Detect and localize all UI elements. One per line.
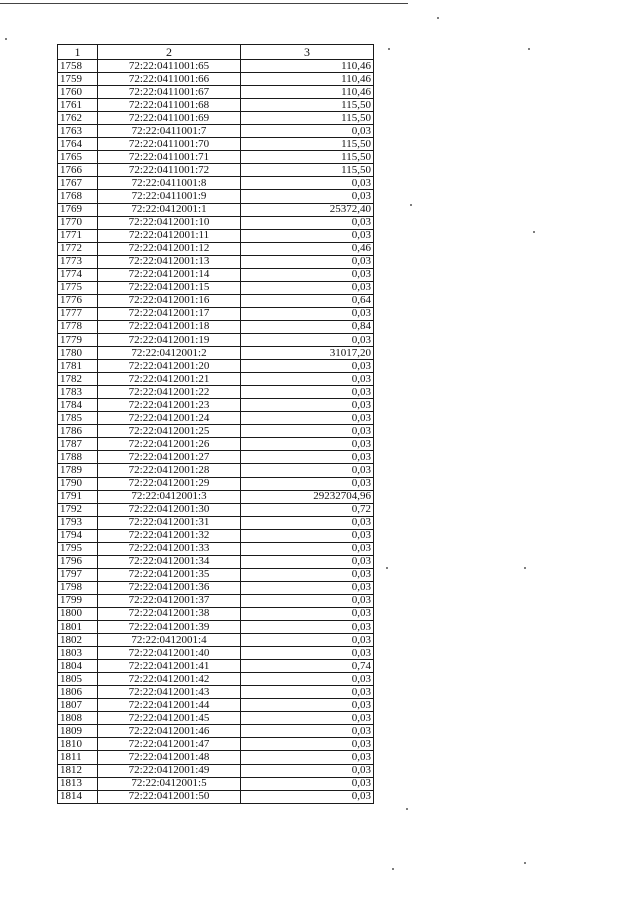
row-number-cell: 1792	[58, 503, 98, 516]
value-cell: 0,03	[241, 738, 374, 751]
row-number-cell: 1804	[58, 660, 98, 673]
cadastral-number-cell: 72:22:0412001:31	[98, 516, 241, 529]
value-cell: 0,03	[241, 699, 374, 712]
column-header-2: 2	[98, 45, 241, 60]
value-cell: 0,03	[241, 712, 374, 725]
page-top-rule	[0, 3, 408, 4]
row-number-cell: 1781	[58, 360, 98, 373]
value-cell: 0,03	[241, 386, 374, 399]
table-row	[58, 412, 374, 425]
table-row	[58, 673, 374, 686]
table-row	[58, 516, 374, 529]
table-row	[58, 177, 374, 190]
row-number-cell: 1765	[58, 151, 98, 164]
table-row	[58, 216, 374, 229]
row-number-cell: 1786	[58, 425, 98, 438]
table-row	[58, 686, 374, 699]
row-number-cell: 1766	[58, 164, 98, 177]
table-row	[58, 634, 374, 647]
value-cell: 0,46	[241, 242, 374, 255]
value-cell: 115,50	[241, 138, 374, 151]
table-row	[58, 73, 374, 86]
value-cell: 0,03	[241, 412, 374, 425]
table-row	[58, 764, 374, 777]
row-number-cell: 1767	[58, 177, 98, 190]
table-row	[58, 151, 374, 164]
value-cell: 115,50	[241, 164, 374, 177]
table-row	[58, 725, 374, 738]
table-row	[58, 255, 374, 268]
value-cell: 0,03	[241, 647, 374, 660]
cadastral-number-cell: 72:22:0412001:37	[98, 594, 241, 607]
table-row	[58, 425, 374, 438]
table-row	[58, 307, 374, 320]
row-number-cell: 1800	[58, 607, 98, 620]
row-number-cell: 1788	[58, 451, 98, 464]
value-cell: 0,72	[241, 503, 374, 516]
row-number-cell: 1791	[58, 490, 98, 503]
row-number-cell: 1771	[58, 229, 98, 242]
scan-speck	[388, 48, 390, 50]
table-body	[58, 60, 374, 804]
row-number-cell: 1778	[58, 320, 98, 333]
table-row	[58, 555, 374, 568]
row-number-cell: 1813	[58, 777, 98, 790]
value-cell: 115,50	[241, 151, 374, 164]
cadastral-number-cell: 72:22:0412001:34	[98, 555, 241, 568]
scan-speck	[406, 808, 408, 810]
cadastral-number-cell: 72:22:0412001:14	[98, 268, 241, 281]
row-number-cell: 1797	[58, 568, 98, 581]
value-cell: 0,03	[241, 190, 374, 203]
cadastral-number-cell: 72:22:0412001:44	[98, 699, 241, 712]
cadastral-value-table	[57, 44, 374, 804]
table-row	[58, 438, 374, 451]
table-row	[58, 138, 374, 151]
table-row	[58, 594, 374, 607]
value-cell: 0,03	[241, 451, 374, 464]
cadastral-number-cell: 72:22:0412001:48	[98, 751, 241, 764]
table-row	[58, 373, 374, 386]
cadastral-number-cell: 72:22:0411001:66	[98, 73, 241, 86]
cadastral-number-cell: 72:22:0411001:70	[98, 138, 241, 151]
table-row	[58, 451, 374, 464]
cadastral-number-cell: 72:22:0412001:22	[98, 386, 241, 399]
cadastral-number-cell: 72:22:0412001:43	[98, 686, 241, 699]
table-row	[58, 268, 374, 281]
value-cell: 0,03	[241, 464, 374, 477]
cadastral-number-cell: 72:22:0412001:39	[98, 621, 241, 634]
value-cell: 0,03	[241, 438, 374, 451]
cadastral-number-cell: 72:22:0411001:65	[98, 60, 241, 73]
value-cell: 0,03	[241, 634, 374, 647]
scan-speck	[410, 204, 412, 206]
row-number-cell: 1810	[58, 738, 98, 751]
row-number-cell: 1775	[58, 281, 98, 294]
table-row	[58, 164, 374, 177]
cadastral-number-cell: 72:22:0412001:1	[98, 203, 241, 216]
cadastral-number-cell: 72:22:0412001:40	[98, 647, 241, 660]
row-number-cell: 1777	[58, 307, 98, 320]
table-row	[58, 294, 374, 307]
cadastral-number-cell: 72:22:0412001:47	[98, 738, 241, 751]
value-cell: 0,03	[241, 555, 374, 568]
row-number-cell: 1793	[58, 516, 98, 529]
value-cell: 0,03	[241, 621, 374, 634]
table-row	[58, 99, 374, 112]
cadastral-number-cell: 72:22:0411001:67	[98, 86, 241, 99]
table-row	[58, 490, 374, 503]
table-row	[58, 751, 374, 764]
table-row	[58, 568, 374, 581]
value-cell: 0,03	[241, 281, 374, 294]
row-number-cell: 1789	[58, 464, 98, 477]
value-cell: 0,03	[241, 216, 374, 229]
cadastral-number-cell: 72:22:0412001:45	[98, 712, 241, 725]
table-row	[58, 738, 374, 751]
table-row	[58, 386, 374, 399]
row-number-cell: 1809	[58, 725, 98, 738]
row-number-cell: 1770	[58, 216, 98, 229]
cadastral-number-cell: 72:22:0412001:19	[98, 333, 241, 346]
row-number-cell: 1794	[58, 529, 98, 542]
table-row	[58, 581, 374, 594]
table-row	[58, 203, 374, 216]
value-cell: 0,03	[241, 477, 374, 490]
cadastral-number-cell: 72:22:0412001:32	[98, 529, 241, 542]
row-number-cell: 1780	[58, 347, 98, 360]
row-number-cell: 1785	[58, 412, 98, 425]
cadastral-number-cell: 72:22:0411001:69	[98, 112, 241, 125]
row-number-cell: 1769	[58, 203, 98, 216]
value-cell: 0,74	[241, 660, 374, 673]
row-number-cell: 1807	[58, 699, 98, 712]
row-number-cell: 1803	[58, 647, 98, 660]
cadastral-number-cell: 72:22:0412001:18	[98, 320, 241, 333]
row-number-cell: 1758	[58, 60, 98, 73]
table-row	[58, 229, 374, 242]
cadastral-number-cell: 72:22:0411001:7	[98, 125, 241, 138]
row-number-cell: 1811	[58, 751, 98, 764]
value-cell: 0,03	[241, 229, 374, 242]
scan-speck	[437, 17, 439, 19]
table-row	[58, 281, 374, 294]
row-number-cell: 1801	[58, 621, 98, 634]
row-number-cell: 1768	[58, 190, 98, 203]
cadastral-number-cell: 72:22:0412001:25	[98, 425, 241, 438]
value-cell: 0,03	[241, 568, 374, 581]
cadastral-number-cell: 72:22:0412001:41	[98, 660, 241, 673]
row-number-cell: 1806	[58, 686, 98, 699]
table-row	[58, 320, 374, 333]
row-number-cell: 1790	[58, 477, 98, 490]
row-number-cell: 1787	[58, 438, 98, 451]
value-cell: 0,03	[241, 307, 374, 320]
row-number-cell: 1774	[58, 268, 98, 281]
value-cell: 0,03	[241, 516, 374, 529]
cadastral-number-cell: 72:22:0411001:68	[98, 99, 241, 112]
table-row	[58, 60, 374, 73]
row-number-cell: 1763	[58, 125, 98, 138]
scan-speck	[528, 48, 530, 50]
scan-speck	[386, 567, 388, 569]
row-number-cell: 1776	[58, 294, 98, 307]
value-cell: 0,03	[241, 373, 374, 386]
cadastral-number-cell: 72:22:0412001:28	[98, 464, 241, 477]
value-cell: 25372,40	[241, 203, 374, 216]
value-cell: 0,03	[241, 790, 374, 803]
value-cell: 0,03	[241, 594, 374, 607]
value-cell: 0,84	[241, 320, 374, 333]
table-row	[58, 190, 374, 203]
table-row	[58, 112, 374, 125]
value-cell: 0,03	[241, 125, 374, 138]
value-cell: 31017,20	[241, 347, 374, 360]
value-cell: 0,03	[241, 333, 374, 346]
row-number-cell: 1798	[58, 581, 98, 594]
cadastral-number-cell: 72:22:0412001:15	[98, 281, 241, 294]
cadastral-number-cell: 72:22:0412001:36	[98, 581, 241, 594]
cadastral-number-cell: 72:22:0412001:10	[98, 216, 241, 229]
cadastral-number-cell: 72:22:0412001:24	[98, 412, 241, 425]
cadastral-number-cell: 72:22:0412001:20	[98, 360, 241, 373]
cadastral-number-cell: 72:22:0412001:21	[98, 373, 241, 386]
row-number-cell: 1759	[58, 73, 98, 86]
scan-speck	[392, 868, 394, 870]
cadastral-number-cell: 72:22:0412001:11	[98, 229, 241, 242]
table-row	[58, 660, 374, 673]
table-header-row	[58, 45, 374, 60]
table-row	[58, 529, 374, 542]
cadastral-number-cell: 72:22:0412001:5	[98, 777, 241, 790]
row-number-cell: 1805	[58, 673, 98, 686]
row-number-cell: 1779	[58, 333, 98, 346]
value-cell: 115,50	[241, 112, 374, 125]
table-row	[58, 607, 374, 620]
row-number-cell: 1762	[58, 112, 98, 125]
table-row	[58, 477, 374, 490]
row-number-cell: 1783	[58, 386, 98, 399]
row-number-cell: 1782	[58, 373, 98, 386]
value-cell: 0,03	[241, 673, 374, 686]
cadastral-number-cell: 72:22:0412001:33	[98, 542, 241, 555]
row-number-cell: 1764	[58, 138, 98, 151]
row-number-cell: 1802	[58, 634, 98, 647]
cadastral-number-cell: 72:22:0412001:42	[98, 673, 241, 686]
value-cell: 0,03	[241, 255, 374, 268]
table-row	[58, 360, 374, 373]
cadastral-number-cell: 72:22:0411001:8	[98, 177, 241, 190]
scan-speck	[5, 38, 7, 40]
cadastral-number-cell: 72:22:0412001:4	[98, 634, 241, 647]
row-number-cell: 1760	[58, 86, 98, 99]
row-number-cell: 1796	[58, 555, 98, 568]
row-number-cell: 1773	[58, 255, 98, 268]
cadastral-number-cell: 72:22:0411001:9	[98, 190, 241, 203]
table-row	[58, 125, 374, 138]
value-cell: 0,03	[241, 764, 374, 777]
scan-speck	[524, 862, 526, 864]
value-cell: 110,46	[241, 60, 374, 73]
scan-speck	[524, 567, 526, 569]
row-number-cell: 1772	[58, 242, 98, 255]
cadastral-number-cell: 72:22:0412001:23	[98, 399, 241, 412]
value-cell: 0,03	[241, 751, 374, 764]
scan-speck	[533, 231, 535, 233]
cadastral-number-cell: 72:22:0412001:46	[98, 725, 241, 738]
cadastral-number-cell: 72:22:0412001:29	[98, 477, 241, 490]
row-number-cell: 1761	[58, 99, 98, 112]
value-cell: 0,03	[241, 581, 374, 594]
table-row	[58, 347, 374, 360]
value-cell: 0,03	[241, 360, 374, 373]
row-number-cell: 1799	[58, 594, 98, 607]
table-row	[58, 86, 374, 99]
table-row	[58, 542, 374, 555]
value-cell: 0,03	[241, 725, 374, 738]
cadastral-number-cell: 72:22:0412001:35	[98, 568, 241, 581]
cadastral-number-cell: 72:22:0411001:72	[98, 164, 241, 177]
table-row	[58, 777, 374, 790]
value-cell: 0,03	[241, 529, 374, 542]
cadastral-number-cell: 72:22:0412001:3	[98, 490, 241, 503]
table-row	[58, 647, 374, 660]
column-header-3: 3	[241, 45, 374, 60]
value-cell: 0,03	[241, 777, 374, 790]
table-row	[58, 699, 374, 712]
cadastral-number-cell: 72:22:0412001:12	[98, 242, 241, 255]
table-row	[58, 333, 374, 346]
cadastral-number-cell: 72:22:0412001:16	[98, 294, 241, 307]
column-header-1: 1	[58, 45, 98, 60]
value-cell: 110,46	[241, 73, 374, 86]
table-row	[58, 503, 374, 516]
row-number-cell: 1812	[58, 764, 98, 777]
value-cell: 0,03	[241, 399, 374, 412]
cadastral-number-cell: 72:22:0411001:71	[98, 151, 241, 164]
value-cell: 0,03	[241, 177, 374, 190]
table-row	[58, 464, 374, 477]
cadastral-number-cell: 72:22:0412001:27	[98, 451, 241, 464]
value-cell: 0,03	[241, 607, 374, 620]
value-cell: 0,03	[241, 268, 374, 281]
value-cell: 115,50	[241, 99, 374, 112]
cadastral-number-cell: 72:22:0412001:26	[98, 438, 241, 451]
value-cell: 29232704,96	[241, 490, 374, 503]
cadastral-number-cell: 72:22:0412001:13	[98, 255, 241, 268]
cadastral-number-cell: 72:22:0412001:2	[98, 347, 241, 360]
row-number-cell: 1784	[58, 399, 98, 412]
row-number-cell: 1808	[58, 712, 98, 725]
cadastral-number-cell: 72:22:0412001:49	[98, 764, 241, 777]
table-row	[58, 790, 374, 803]
row-number-cell: 1795	[58, 542, 98, 555]
cadastral-number-cell: 72:22:0412001:30	[98, 503, 241, 516]
value-cell: 0,03	[241, 425, 374, 438]
table-row	[58, 712, 374, 725]
cadastral-number-cell: 72:22:0412001:17	[98, 307, 241, 320]
table-row	[58, 399, 374, 412]
row-number-cell: 1814	[58, 790, 98, 803]
value-cell: 0,64	[241, 294, 374, 307]
cadastral-number-cell: 72:22:0412001:50	[98, 790, 241, 803]
cadastral-number-cell: 72:22:0412001:38	[98, 607, 241, 620]
value-cell: 0,03	[241, 686, 374, 699]
table-row	[58, 621, 374, 634]
value-cell: 0,03	[241, 542, 374, 555]
table-row	[58, 242, 374, 255]
value-cell: 110,46	[241, 86, 374, 99]
